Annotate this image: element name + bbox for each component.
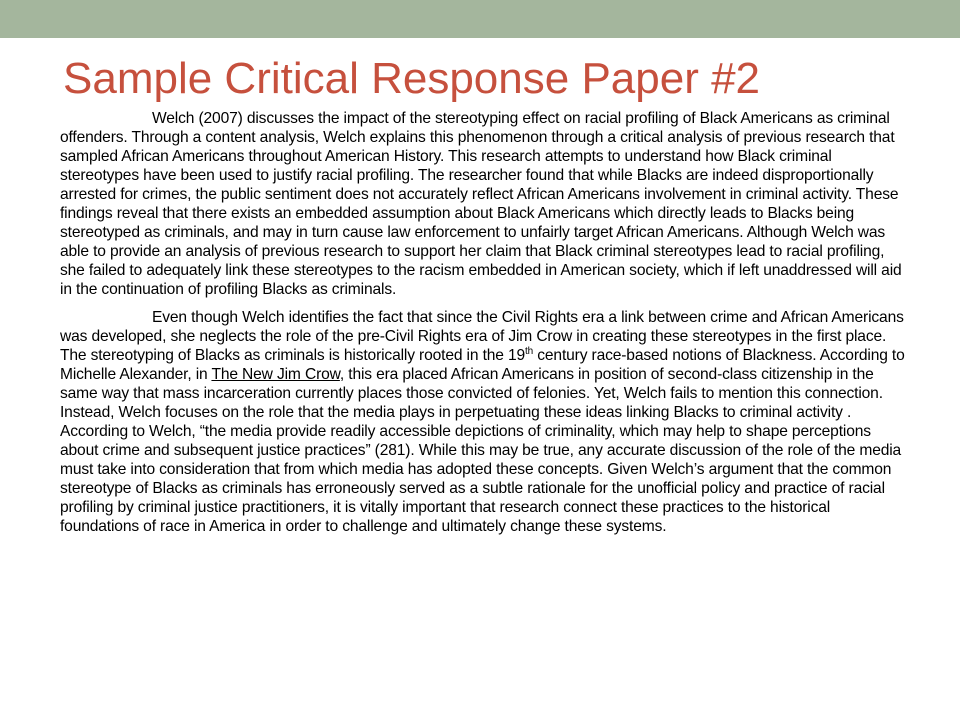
slide-title: Sample Critical Response Paper #2 bbox=[63, 54, 761, 103]
paragraph-2 bbox=[60, 308, 912, 536]
paragraph-2-part-1: Even though Welch identifies the fact that since the Civil Rights era a link between crime and African Americans was developed, she neglects the role of the pre-Civil Rights era of Jim Crow in creating these stereotypes in the first place. The stereotyping of Blacks as criminals is historically rooted in the 19 bbox=[60, 309, 904, 364]
paragraph-1: Welch (2007) discusses the impact of the stereotyping effect on racial profiling of Black Americans as criminal offenders. Through a content analysis, Welch explains this phenomenon through a critical analysis of previous research that sampled African Americans throughout American History. This research attempts to understand how Black criminal stereotypes have been used to justify racial profiling. The researcher found that while Blacks are indeed disproportionally arrested for crimes, the public sentiment does not accurately reflect African Americans involvement in criminal activity. These findings reveal that there exists an embedded assumption about Black Americans which directly leads to Blacks being stereotyped as criminals, and may in turn cause law enforcement to unfairly target African Americans. Although Welch was able to provide an analysis of previous research to support her claim that Black criminal stereotypes lead to racial profiling, she failed to adequately link these stereotypes to the racism embedded in American society, which if left unaddressed will aid in the continuation of profiling Blacks as criminals. bbox=[60, 110, 902, 298]
paragraph-2-part-3: , this era placed African Americans in position of second-class citizenship in the same way that mass incarceration currently places those convicted of felonies. Yet, Welch fails to mention this connection. Instead, Welch focuses on the role that the media plays in perpetuating these ideas linking Blacks to criminal activity . According to Welch, “the media provide readily accessible depictions of criminality, which may help to shape perceptions about crime and subsequent justice practices” (281). While this may be true, any accurate discussion of the role of the media must take into consideration that from which media has adopted these concepts. Given Welch’s argument that the common stereotype of Blacks as criminals has erroneously served as a subtle rationale for the unofficial policy and practice of racial profiling by criminal justice practitioners, it is vitally important that research connect these practices to the historical foundations of race in America in order to challenge and ultimately change these systems. bbox=[60, 366, 902, 535]
paragraph-2-part-2: century race-based notions of Blackness. According to Michelle Alexander, in bbox=[60, 347, 905, 383]
book-title-link: The New Jim Crow bbox=[211, 366, 340, 383]
top-accent-bar bbox=[0, 0, 960, 38]
ordinal-superscript: th bbox=[525, 346, 534, 357]
slide-body bbox=[60, 109, 912, 536]
